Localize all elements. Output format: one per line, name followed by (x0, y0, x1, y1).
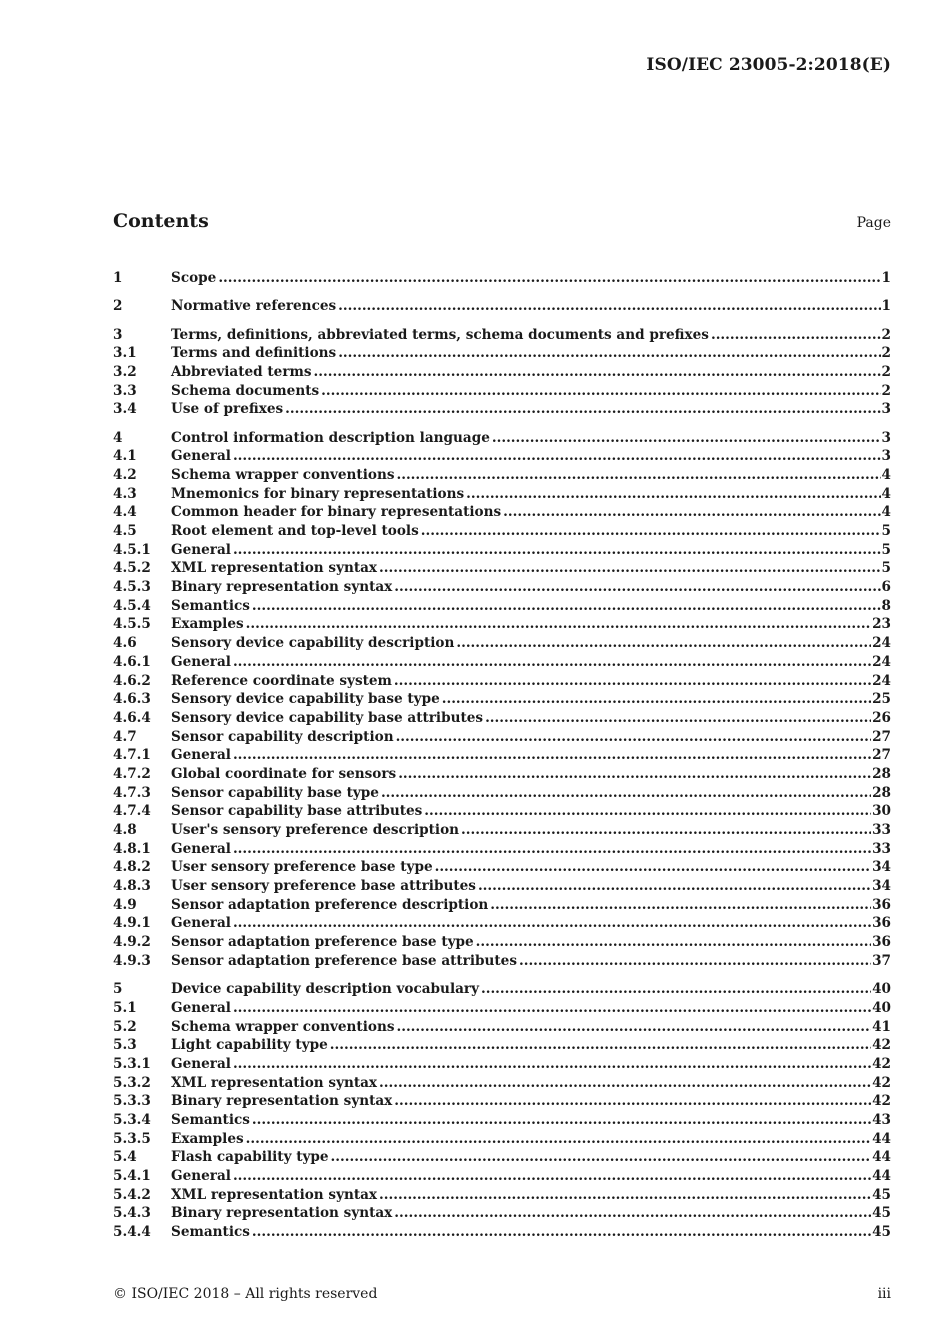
toc-entry-page: 45 (872, 1224, 891, 1241)
toc-entry[interactable] (113, 466, 891, 485)
toc-entry-number: 4.5.2 (113, 560, 151, 577)
toc-entry-title: Flash capability type (171, 1149, 329, 1166)
toc-entry[interactable] (113, 980, 891, 999)
toc-entry-leader-dots (252, 1223, 871, 1242)
toc-entry-title: Examples (171, 616, 244, 633)
toc-entry[interactable] (113, 877, 891, 896)
toc-entry-page: 2 (881, 382, 891, 399)
toc-entry-leader-dots (396, 728, 872, 747)
toc-entry-title: Semantics (171, 1111, 250, 1128)
toc-entry-title: Sensor adaptation preference description (171, 896, 489, 913)
toc-entry-page: 5 (881, 541, 891, 558)
toc-entry-page: 5 (881, 560, 891, 577)
toc-entry-page: 40 (872, 999, 891, 1016)
toc-entry[interactable] (113, 297, 891, 316)
toc-entry-title: Sensory device capability base type (171, 691, 440, 708)
toc-entry-title: User's sensory preference description (171, 822, 460, 839)
toc-entry-page: 42 (872, 1055, 891, 1072)
toc-entry-number: 4.5 (113, 523, 137, 540)
toc-entry[interactable] (113, 597, 891, 616)
toc-entry-title: XML representation syntax (171, 1074, 378, 1091)
toc-entry-title: General (171, 840, 231, 857)
toc-entry-leader-dots (379, 1186, 871, 1205)
toc-entry-title: Binary representation syntax (171, 579, 393, 596)
toc-entry-number: 3.2 (113, 363, 137, 380)
toc-entry-leader-dots (233, 746, 871, 765)
toc-entry[interactable] (113, 896, 891, 915)
toc-entry-number: 5.3.5 (113, 1130, 151, 1147)
toc-entry-title: Schema wrapper conventions (171, 466, 395, 483)
toc-entry-leader-dots (490, 896, 871, 915)
toc-entry-leader-dots (711, 326, 881, 345)
toc-entry-number: 4.6 (113, 635, 137, 652)
toc-entry-number: 3.1 (113, 345, 137, 362)
toc-entry-leader-dots (233, 1167, 871, 1186)
toc-entry-leader-dots (381, 784, 871, 803)
toc-entry-page: 1 (881, 298, 891, 315)
toc-entry-title: Binary representation syntax (171, 1093, 393, 1110)
toc-entry-leader-dots (396, 1018, 871, 1037)
toc-entry-page: 28 (872, 784, 891, 801)
toc-entry-leader-dots (476, 933, 871, 952)
toc-entry-page: 5 (881, 523, 891, 540)
table-of-contents (113, 269, 891, 1242)
toc-entry-page: 36 (872, 934, 891, 951)
toc-entry-leader-dots (330, 1036, 871, 1055)
toc-entry[interactable] (113, 840, 891, 859)
toc-entry-number: 4.8 (113, 822, 137, 839)
toc-entry-leader-dots (398, 765, 871, 784)
toc-entry-title: XML representation syntax (171, 560, 378, 577)
toc-entry-title: General (171, 747, 231, 764)
toc-entry-leader-dots (456, 634, 871, 653)
toc-entry-page: 36 (872, 915, 891, 932)
toc-entry-title: User sensory preference base attributes (171, 878, 476, 895)
toc-entry-page: 8 (881, 597, 891, 614)
toc-entry[interactable] (113, 999, 891, 1018)
toc-entry-leader-dots (252, 1111, 871, 1130)
toc-entry-leader-dots (435, 858, 871, 877)
toc-entry-number: 1 (113, 270, 123, 286)
toc-entry[interactable] (113, 1130, 891, 1149)
toc-entry-number: 5.4.4 (113, 1224, 151, 1241)
toc-entry-leader-dots (233, 840, 871, 859)
toc-entry-title: Reference coordinate system (171, 672, 392, 689)
toc-entry[interactable] (113, 728, 891, 747)
toc-entry-number: 4.9.1 (113, 915, 151, 932)
toc-entry-leader-dots (233, 999, 871, 1018)
toc-entry-page: 3 (881, 401, 891, 418)
toc-entry-page: 42 (872, 1037, 891, 1054)
toc-entry-number: 4.8.2 (113, 859, 151, 876)
toc-entry-page: 34 (872, 859, 891, 876)
toc-entry[interactable] (113, 690, 891, 709)
footer-page-number: iii (877, 1286, 891, 1302)
document-identifier: ISO/IEC 23005-2:2018(E) (646, 55, 891, 75)
toc-entry[interactable] (113, 1148, 891, 1167)
toc-entry-page: 45 (872, 1205, 891, 1222)
toc-entry-page: 24 (872, 653, 891, 670)
toc-entry[interactable] (113, 1223, 891, 1242)
toc-entry[interactable] (113, 1167, 891, 1186)
toc-entry-leader-dots (519, 952, 871, 971)
toc-entry-page: 28 (872, 765, 891, 782)
toc-entry[interactable] (113, 709, 891, 728)
toc-entry-title: Scope (171, 270, 217, 286)
toc-entry-page: 4 (881, 466, 891, 483)
toc-entry-title: Abbreviated terms (171, 363, 312, 380)
toc-entry-title: Terms, definitions, abbreviated terms, schema documents and prefixes (171, 326, 709, 343)
toc-entry-page: 27 (872, 747, 891, 764)
toc-entry-number: 5.3 (113, 1037, 137, 1054)
toc-entry-page: 34 (872, 878, 891, 895)
toc-entry-number: 5.3.2 (113, 1074, 151, 1091)
toc-entry-number: 5 (113, 981, 123, 998)
toc-entry-title: Light capability type (171, 1037, 328, 1054)
toc-entry-number: 5.3.4 (113, 1111, 151, 1128)
toc-entry[interactable] (113, 653, 891, 672)
toc-entry-number: 3.3 (113, 382, 137, 399)
toc-entry-number: 5.4 (113, 1149, 137, 1166)
toc-entry-leader-dots (485, 709, 871, 728)
toc-entry[interactable] (113, 1204, 891, 1223)
toc-entry[interactable] (113, 400, 891, 419)
toc-entry-number: 4.6.4 (113, 709, 151, 726)
toc-entry-leader-dots (461, 821, 871, 840)
toc-entry-title: General (171, 915, 231, 932)
toc-entry-number: 4.8.1 (113, 840, 151, 857)
toc-entry[interactable] (113, 765, 891, 784)
toc-entry-leader-dots (252, 597, 881, 616)
toc-entry-leader-dots (466, 485, 880, 504)
toc-entry-leader-dots (394, 672, 871, 691)
toc-entry[interactable] (113, 858, 891, 877)
toc-entry-title: General (171, 448, 231, 465)
toc-entry[interactable] (113, 559, 891, 578)
toc-entry[interactable] (113, 429, 891, 448)
toc-entry[interactable] (113, 1186, 891, 1205)
toc-entry-page: 4 (881, 485, 891, 502)
toc-entry-number: 5.2 (113, 1018, 137, 1035)
toc-entry-page: 23 (872, 616, 891, 633)
toc-entry-title: Root element and top-level tools (171, 523, 419, 540)
toc-entry-leader-dots (233, 447, 881, 466)
page-column-label: Page (856, 215, 891, 231)
toc-entry-number: 5.4.2 (113, 1186, 151, 1203)
toc-entry-number: 4.5.3 (113, 579, 151, 596)
toc-entry-title: Sensory device capability description (171, 635, 455, 652)
toc-entry-leader-dots (394, 578, 880, 597)
toc-entry-page: 6 (881, 579, 891, 596)
toc-entry[interactable] (113, 1036, 891, 1055)
toc-entry-number: 5.1 (113, 999, 137, 1016)
toc-entry-page: 45 (872, 1186, 891, 1203)
toc-entry-page: 41 (872, 1018, 891, 1035)
toc-entry[interactable] (113, 485, 891, 504)
toc-entry-number: 5.4.3 (113, 1205, 151, 1222)
toc-entry-page: 30 (872, 803, 891, 820)
toc-entry-leader-dots (246, 1130, 871, 1149)
toc-entry-page: 3 (881, 448, 891, 465)
toc-entry[interactable] (113, 634, 891, 653)
toc-entry-number: 4.4 (113, 504, 137, 521)
toc-entry-title: Global coordinate for sensors (171, 765, 397, 782)
toc-entry-title: XML representation syntax (171, 1186, 378, 1203)
toc-entry-title: General (171, 1168, 231, 1184)
toc-entry-title: Sensory device capability base attributes (171, 709, 484, 726)
toc-entry-title: Semantics (171, 597, 250, 614)
toc-entry-page: 2 (881, 345, 891, 362)
toc-entry[interactable] (113, 672, 891, 691)
footer-copyright: © ISO/IEC 2018 – All rights reserved (113, 1286, 378, 1302)
toc-entry-title: General (171, 999, 231, 1016)
toc-entry-leader-dots (233, 541, 881, 560)
toc-entry[interactable] (113, 503, 891, 522)
toc-entry-number: 3 (113, 326, 123, 343)
toc-entry-number: 4.7.4 (113, 803, 151, 820)
toc-entry[interactable] (113, 382, 891, 401)
toc-entry-title: Normative references (171, 298, 337, 315)
toc-entry-title: Sensor adaptation preference base attributes (171, 952, 517, 969)
toc-entry-leader-dots (338, 344, 880, 363)
toc-entry-page: 27 (872, 728, 891, 745)
toc-entry[interactable] (113, 326, 891, 345)
toc-entry-leader-dots (233, 653, 871, 672)
toc-entry-number: 2 (113, 298, 123, 315)
toc-entry-leader-dots (285, 400, 880, 419)
toc-entry-page: 2 (881, 363, 891, 380)
toc-entry-leader-dots (331, 1148, 872, 1167)
toc-entry-title: Common header for binary representations (171, 504, 502, 521)
toc-entry[interactable] (113, 821, 891, 840)
toc-entry-page: 24 (872, 635, 891, 652)
toc-entry-leader-dots (492, 429, 881, 448)
toc-entry-number: 4.1 (113, 448, 137, 465)
toc-entry-number: 4.7.2 (113, 765, 151, 782)
toc-entry-title: Control information description language (171, 429, 490, 446)
toc-entry-leader-dots (379, 1074, 871, 1093)
toc-entry-number: 4.5.4 (113, 597, 151, 614)
toc-entry[interactable] (113, 784, 891, 803)
toc-entry-title: Schema documents (171, 382, 320, 399)
toc-entry-leader-dots (481, 980, 871, 999)
toc-entry-number: 5.3.1 (113, 1055, 151, 1072)
toc-entry-number: 4.9 (113, 896, 137, 913)
toc-entry[interactable] (113, 952, 891, 971)
toc-entry[interactable] (113, 933, 891, 952)
toc-entry-page: 44 (872, 1149, 891, 1166)
toc-entry-title: General (171, 541, 231, 558)
toc-entry[interactable] (113, 1092, 891, 1111)
toc-entry-title: Mnemonics for binary representations (171, 485, 465, 502)
toc-entry-page: 33 (872, 840, 891, 857)
toc-entry[interactable] (113, 615, 891, 634)
toc-entry[interactable] (113, 269, 891, 288)
toc-entry-page: 37 (872, 952, 891, 969)
toc-entry-leader-dots (246, 615, 871, 634)
toc-entry[interactable] (113, 1018, 891, 1037)
toc-entry[interactable] (113, 344, 891, 363)
toc-entry-number: 4.6.2 (113, 672, 151, 689)
toc-entry-leader-dots (394, 1204, 871, 1223)
toc-entry-title: General (171, 1055, 231, 1072)
toc-entry-title: Binary representation syntax (171, 1205, 393, 1222)
toc-entry-title: Schema wrapper conventions (171, 1018, 395, 1035)
toc-entry-number: 4.6.1 (113, 653, 151, 670)
toc-entry-page: 44 (872, 1130, 891, 1147)
toc-entry[interactable] (113, 541, 891, 560)
toc-entry-leader-dots (233, 914, 871, 933)
toc-entry-number: 4.8.3 (113, 878, 151, 895)
toc-entry[interactable] (113, 914, 891, 933)
toc-entry-title: Use of prefixes (171, 401, 284, 418)
toc-entry-title: Semantics (171, 1224, 250, 1241)
toc-entry-number: 4.9.3 (113, 952, 151, 969)
toc-entry-title: Sensor capability description (171, 728, 394, 745)
toc-entry-page: 36 (872, 896, 891, 913)
toc-entry-page: 24 (872, 672, 891, 689)
toc-entry-number: 4.5.5 (113, 616, 151, 633)
toc-entry-number: 4.9.2 (113, 934, 151, 951)
toc-entry-number: 4.6.3 (113, 691, 151, 708)
toc-entry-page: 25 (872, 691, 891, 708)
toc-entry-number: 5.3.3 (113, 1093, 151, 1110)
toc-entry-leader-dots (421, 522, 881, 541)
toc-entry-leader-dots (394, 1092, 871, 1111)
toc-entry-leader-dots (218, 269, 880, 288)
toc-entry-number: 4.7.1 (113, 747, 151, 764)
toc-entry-title: User sensory preference base type (171, 859, 433, 876)
toc-entry-page: 33 (872, 822, 891, 839)
toc-entry-page: 43 (872, 1111, 891, 1128)
toc-entry-title: Sensor capability base type (171, 784, 379, 801)
contents-heading: Contents (113, 210, 209, 232)
toc-entry-number: 4.3 (113, 485, 137, 502)
toc-entry[interactable] (113, 1055, 891, 1074)
toc-entry-title: Sensor capability base attributes (171, 803, 423, 820)
toc-entry-leader-dots (379, 559, 880, 578)
toc-entry-number: 4 (113, 429, 123, 446)
toc-entry-page: 3 (881, 429, 891, 446)
toc-entry-leader-dots (321, 382, 880, 401)
toc-entry-title: Examples (171, 1130, 244, 1147)
toc-entry-number: 3.4 (113, 401, 137, 418)
toc-entry-leader-dots (478, 877, 871, 896)
toc-entry-number: 4.7 (113, 728, 137, 745)
toc-entry-number: 5.4.1 (113, 1168, 151, 1184)
toc-entry-leader-dots (442, 690, 871, 709)
toc-entry-leader-dots (233, 1055, 871, 1074)
toc-entry[interactable] (113, 1074, 891, 1093)
toc-entry[interactable] (113, 522, 891, 541)
toc-entry-page: 42 (872, 1074, 891, 1091)
toc-entry-page: 44 (872, 1168, 891, 1184)
toc-entry-title: Device capability description vocabulary (171, 981, 479, 998)
toc-entry-title: General (171, 653, 231, 670)
toc-entry-page: 2 (881, 326, 891, 343)
toc-entry-leader-dots (424, 802, 871, 821)
toc-entry-leader-dots (396, 466, 880, 485)
toc-entry-leader-dots (338, 297, 880, 316)
toc-entry[interactable] (113, 447, 891, 466)
toc-entry-number: 4.2 (113, 466, 137, 483)
toc-entry-number: 4.5.1 (113, 541, 151, 558)
toc-entry-title: Sensor adaptation preference base type (171, 934, 474, 951)
toc-entry-number: 4.7.3 (113, 784, 151, 801)
toc-entry[interactable] (113, 578, 891, 597)
toc-entry-leader-dots (314, 363, 881, 382)
toc-entry-page: 26 (872, 709, 891, 726)
toc-entry-page: 42 (872, 1093, 891, 1110)
toc-entry[interactable] (113, 802, 891, 821)
toc-entry[interactable] (113, 746, 891, 765)
toc-entry-leader-dots (503, 503, 880, 522)
toc-entry-page: 40 (872, 981, 891, 998)
toc-entry-page: 1 (881, 270, 891, 286)
toc-entry-page: 4 (881, 504, 891, 521)
toc-entry[interactable] (113, 1111, 891, 1130)
toc-entry[interactable] (113, 363, 891, 382)
toc-entry-title: Terms and definitions (171, 345, 337, 362)
